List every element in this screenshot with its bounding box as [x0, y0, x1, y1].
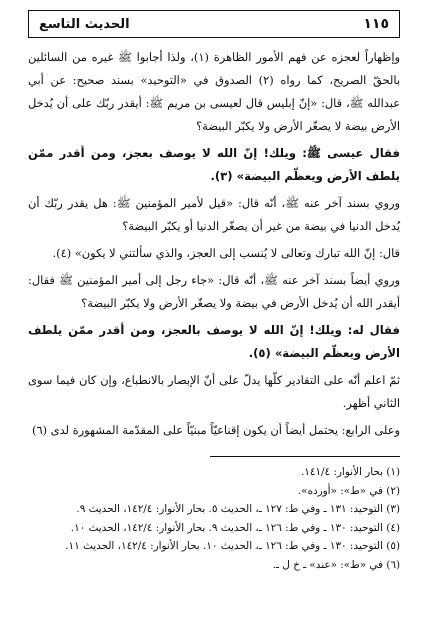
- paragraph-6: فقال له: ويلك! إنّ الله لا يوصف بالعجز، ومن أقدر ممّن يلطف الأرض ويعظّم البيضة» (٥).: [28, 323, 400, 360]
- paragraph-5: وروي أيضاً بسند آخر عنه ﷺ، أنّه قال: «جاء رجل إلى أمير المؤمنين ﷺ فقال: أيقدر الله أن يُدخل الأرض في بيضة ولا يصغّر الأرض ولا يكبّر البيضة؟: [28, 273, 400, 310]
- page-number: ١١٥: [363, 16, 389, 32]
- footnote-separator: [210, 456, 400, 457]
- footnote-2: (٢) في «ط»: «أورده».: [297, 484, 400, 497]
- footnote-1: (١) بحار الأنوار: ١٤١/٤.: [300, 466, 400, 478]
- paragraph-7: ثمّ اعلم أنّه على التقادير كلّها يدلّ على أنّ الإبصار بالانطباع، وإن كان فيما سوى الثاني أظهر.: [28, 373, 400, 410]
- paragraph-8: وعلى الرابع: يحتمل أيضاً أن يكون إقناعيّاً مبنيّاً على المقدّمة المشهورة لدى (٦): [32, 423, 400, 437]
- paragraph-4: قال: إنّ الله تبارك وتعالى لا يُنسب إلى العجز، والذي سألتني لا يكون» (٤).: [52, 246, 400, 260]
- paragraph-1: وإظهاراً لعجزه عن فهم الأمور الظاهرة (١)، ولذا أجابوا ﷺ غيره من السائلين بالحقّ الصريح، كما رواه (٢) الصدوق في «التوحيد» بسند صحيح: عن أبي عبدالله ﷺ، قال: «إنّ إبليس قال لعيسى بن مريم ﷺ: أيقدر ربّك على أن يُدخل الأرض بيضة لا يصغّر الأرض ولا يكبّر البيضة؟: [28, 50, 400, 133]
- footnote-6: (٦) في «ط»: «عند» ـ خ ل ـ.: [272, 558, 400, 571]
- footnote-3: (٣) التوحيد: ١٣١ ـ وفي ط: ١٢٧ ـ، الحديث ٥. بحار الأنوار: ١٤٢/٤، الحديث ٩.: [76, 503, 400, 515]
- footnotes: [28, 463, 400, 574]
- footnote-4: (٤) التوحيد: ١٣٠ ـ وفي ط: ١٢٦ ـ، الحديث ٩. بحار الأنوار: ١٤٢/٤، الحديث ١٠.: [70, 521, 400, 534]
- paragraph-2: فقال عيسى ﷺ: ويلك! إنّ الله لا يوصف بعجز، ومن أقدر ممّن يلطف الأرض ويعظّم البيضة» (٣).: [28, 146, 400, 183]
- main-text: [28, 46, 400, 442]
- chapter-title: الحديث التاسع: [39, 16, 130, 32]
- footnote-5: (٥) التوحيد: ١٣٠ ـ وفي ط: ١٢٦ ـ، الحديث ١٠. بحار الأنوار: ١٤٢/٤، الحديث ١١.: [65, 540, 400, 552]
- running-header: [28, 10, 400, 38]
- paragraph-3: وروي بسند آخر عنه ﷺ، أنّه قال: «قيل لأمير المؤمنين ﷺ: هل يقدر ربّك أن يُدخل الدنيا في بيضة من غير أن يصغّر الدنيا أو يكبّر البيضة؟: [28, 196, 400, 233]
